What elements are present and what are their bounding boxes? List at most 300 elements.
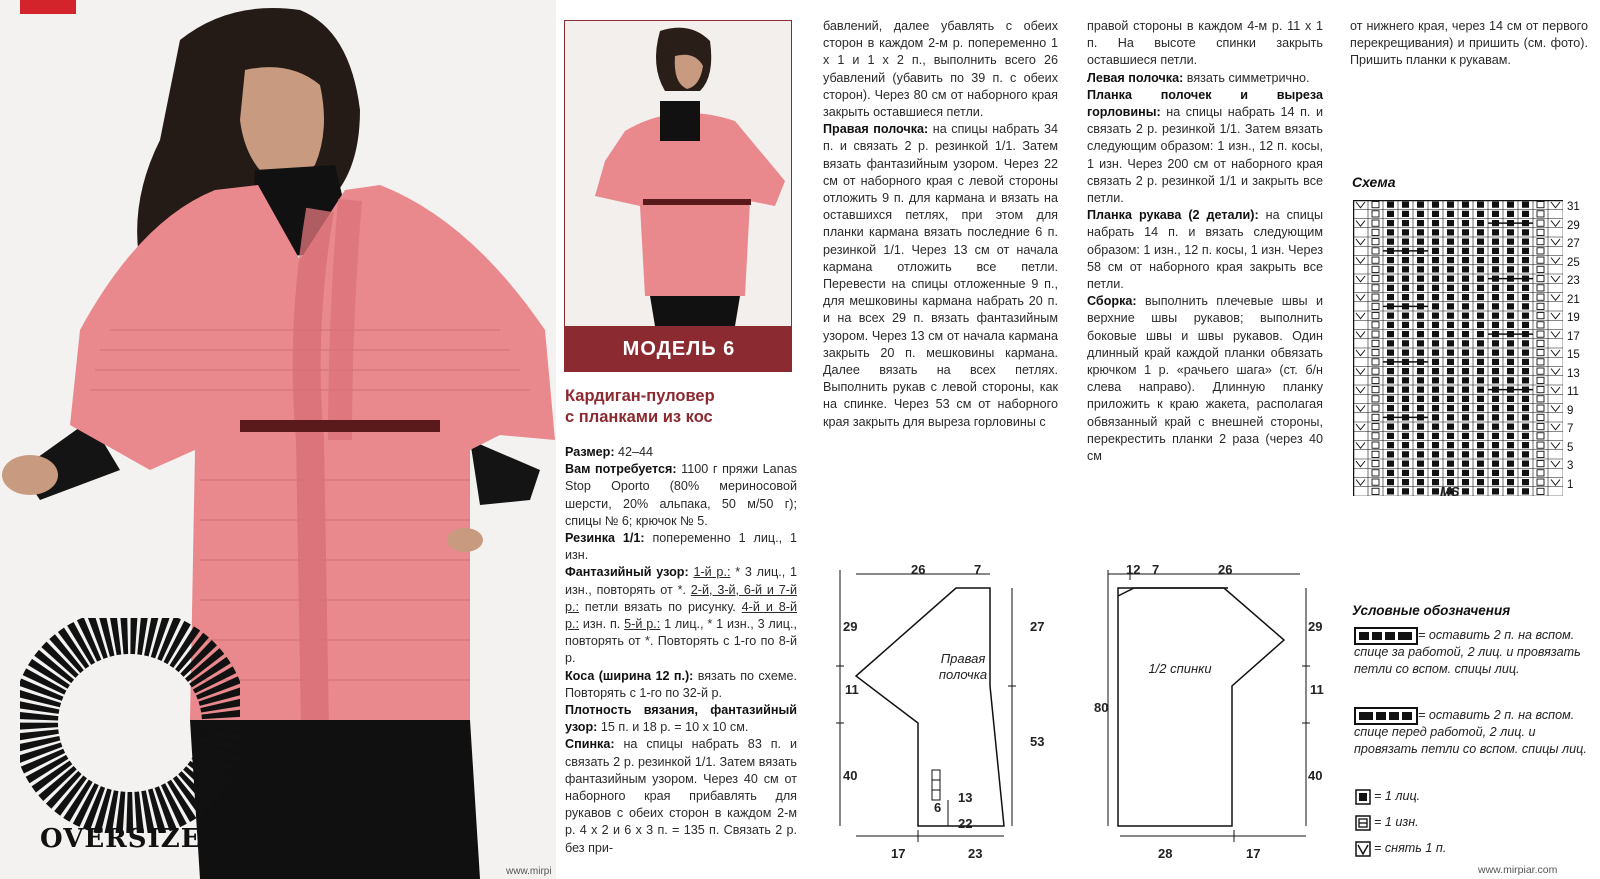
scheme-cell: [1462, 322, 1469, 328]
scheme-cell: [1447, 313, 1454, 319]
scheme-cell: [1417, 451, 1424, 457]
back-dim-bottom: 28: [1158, 846, 1173, 861]
back-shape-label: 1/2 спинки: [1148, 661, 1212, 676]
assembly-value: выполнить плечевые швы и верхние швы рукавов; выполнить боковые швы и швы рукавов. Один длинный край каждой планки обвязать крючком 1 р. «рачьего шага» (ст. б/н слева направо). Длинную планку приложить к краю жакета, располагая обвязанный край с внешней стороны, перекрестить планки 2 раза (через 40 см: [1087, 294, 1323, 464]
oversize-logo-ring: [20, 618, 240, 833]
scheme-row-number: 27: [1567, 238, 1580, 250]
legend-title: Условные обозначения: [1352, 603, 1511, 618]
need-value: 1100 г пряжи Lanas Stop Oporto (80% мериносовой шерсти, 20% альпака, 50 м/50 г); спицы № 6; крючок № 5.: [565, 462, 797, 528]
thumbnail-illustration: [565, 21, 792, 326]
text-column-2: [823, 18, 1058, 431]
back-label: Спинка:: [565, 737, 615, 752]
density-label: Плотность вязания, фантазийный узор:: [565, 703, 797, 735]
scheme-cell: [1507, 442, 1514, 448]
scheme-cell: [1477, 488, 1484, 494]
scheme-cell: [1432, 461, 1439, 467]
scheme-cell: [1447, 424, 1454, 430]
right-front-pattern: [836, 560, 1066, 870]
purl-stitch-icon: [1355, 815, 1371, 831]
scheme-cell: [1447, 350, 1454, 356]
right-front-label: Правая полочка:: [823, 122, 929, 137]
scheme-cell: [1477, 331, 1484, 337]
scheme-cell: [1417, 220, 1424, 226]
scheme-cell: [1447, 331, 1454, 337]
fancy-text-1: * 3 лиц., 1 изн., повторять от *.: [565, 565, 797, 597]
scheme-cell: [1522, 442, 1529, 448]
scheme-cell: [1477, 202, 1484, 208]
scheme-cell: [1492, 359, 1499, 365]
main-photo: [0, 0, 556, 879]
scheme-cell: [1507, 239, 1514, 245]
scheme-cell: [1447, 294, 1454, 300]
scheme-cell: [1402, 285, 1409, 291]
scheme-cell: [1507, 470, 1514, 476]
scheme-cell: [1447, 229, 1454, 235]
scheme-cell: [1402, 276, 1409, 282]
scheme-row-number: 5: [1567, 441, 1574, 454]
scheme-cell: [1477, 313, 1484, 319]
fancy-label: Фантазийный узор:: [565, 565, 689, 580]
scheme-cell: [1507, 368, 1514, 374]
text-column-4: [1350, 18, 1588, 70]
scheme-cell: [1402, 424, 1409, 430]
scheme-cell: [1477, 303, 1484, 309]
scheme-title: Схема: [1352, 174, 1396, 190]
scheme-cell: [1447, 340, 1454, 346]
scheme-cell: [1447, 387, 1454, 393]
rib-value: попеременно 1 лиц., 1 изн.: [565, 531, 797, 563]
scheme-cell: [1402, 479, 1409, 485]
scheme-cell: [1462, 239, 1469, 245]
scheme-cell: [1417, 285, 1424, 291]
scheme-row-number: 1: [1567, 478, 1574, 491]
back-dim-right-lower: 40: [1308, 768, 1323, 783]
scheme-cell: [1492, 479, 1499, 485]
scheme-cell: [1462, 350, 1469, 356]
scheme-cell: [1417, 461, 1424, 467]
scheme-cell: [1477, 276, 1484, 282]
scheme-cell: [1492, 322, 1499, 328]
watermark: www.mirpiar.com: [1478, 864, 1558, 876]
scheme-cell: [1492, 414, 1499, 420]
cable-value: вязать по схеме. Повторять с 1-го по 32-й р.: [565, 668, 797, 700]
scheme-cell: [1387, 257, 1394, 263]
scheme-cell: [1432, 331, 1439, 337]
scheme-cell: [1492, 451, 1499, 457]
scheme-cell: [1387, 470, 1394, 476]
scheme-cell: [1417, 294, 1424, 300]
scheme-cell: [1492, 377, 1499, 383]
scheme-cell: [1417, 387, 1424, 393]
front-pocket-width: 6: [934, 800, 942, 815]
fancy-text-2: петли вязать по рисунку.: [579, 599, 742, 614]
scheme-cell: [1477, 433, 1484, 439]
scheme-cell: [1387, 424, 1394, 430]
scheme-cell: [1507, 294, 1514, 300]
scheme-cell: [1492, 461, 1499, 467]
cable-label: Коса (ширина 12 п.):: [565, 668, 694, 683]
front-dim-left-upper: 29: [843, 619, 858, 634]
scheme-cell: [1477, 322, 1484, 328]
scheme-cell: [1462, 405, 1469, 411]
front-dim-left-mid: 11: [845, 682, 859, 697]
scheme-row-number: 21: [1567, 293, 1580, 306]
left-front-value: вязать симметрично.: [1183, 70, 1310, 85]
back-dim-top-right: 26: [1218, 562, 1233, 577]
scheme-cell: [1447, 359, 1454, 365]
scheme-cell: [1462, 488, 1469, 494]
scheme-cell: [1417, 368, 1424, 374]
scheme-cell: [1462, 313, 1469, 319]
scheme-cell: [1417, 405, 1424, 411]
scheme-cell: [1402, 322, 1409, 328]
scheme-cell: [1387, 340, 1394, 346]
back-dim-left-total: 80: [1094, 700, 1109, 715]
scheme-cell: [1522, 340, 1529, 346]
scheme-cell: [1507, 396, 1514, 402]
text-column-3: [1087, 18, 1323, 465]
scheme-cell: [1417, 470, 1424, 476]
scheme-cell: [1462, 377, 1469, 383]
scheme-cell: [1387, 239, 1394, 245]
scheme-cell: [1462, 461, 1469, 467]
fancy-text-3: изн. п.: [579, 617, 625, 632]
fancy-row-2: 2-й, 3-й, 6-й и 7-й р.:: [565, 582, 797, 614]
scheme-cell: [1402, 470, 1409, 476]
back-dim-top-mid: 7: [1152, 562, 1160, 577]
scheme-cell: [1507, 248, 1514, 254]
scheme-cell: [1507, 340, 1514, 346]
scheme-cell: [1507, 303, 1514, 309]
scheme-cell: [1462, 433, 1469, 439]
scheme-cell: [1432, 220, 1439, 226]
title-line-2: с планками из кос: [565, 408, 713, 426]
scheme-cell: [1492, 239, 1499, 245]
band-label: Планка полочек и выреза горловины:: [1087, 87, 1323, 120]
scheme-cell: [1447, 211, 1454, 217]
scheme-cell: [1522, 350, 1529, 356]
scheme-cell: [1462, 387, 1469, 393]
front-dim-bottom: 23: [968, 846, 983, 861]
scheme-row-number: 7: [1567, 423, 1574, 435]
fancy-text-4: 1 лиц., * 1 изн., 3 лиц., повторять от *. Повторять с 1-го по 8-й р.: [565, 617, 798, 666]
scheme-cell: [1402, 387, 1409, 393]
scheme-label: MS: [1440, 484, 1460, 499]
scheme-cell: [1387, 276, 1394, 282]
scheme-cell: [1522, 202, 1529, 208]
scheme-cell: [1402, 239, 1409, 245]
scheme-cell: [1492, 313, 1499, 319]
scheme-cell: [1462, 220, 1469, 226]
scheme-cell: [1507, 257, 1514, 263]
scheme-cell: [1432, 479, 1439, 485]
scheme-cell: [1447, 405, 1454, 411]
scheme-cell: [1387, 433, 1394, 439]
front-pocket-height: 13: [958, 790, 973, 805]
scheme-cell: [1462, 340, 1469, 346]
scheme-cell: [1432, 350, 1439, 356]
back-dim-right-upper: 29: [1308, 619, 1323, 634]
scheme-cell: [1432, 405, 1439, 411]
density-value: 15 п. и 18 р. = 10 х 10 см.: [597, 720, 749, 735]
legend-item-knit: = 1 лиц.: [1374, 789, 1421, 803]
scheme-cell: [1507, 461, 1514, 467]
scheme-cell: [1402, 368, 1409, 374]
front-dim-right-upper: 27: [1030, 619, 1045, 634]
scheme-cell: [1462, 294, 1469, 300]
scheme-cell: [1462, 470, 1469, 476]
oversize-label: OVERSIZE: [40, 824, 202, 854]
scheme-cell: [1477, 368, 1484, 374]
scheme-cell: [1432, 377, 1439, 383]
scheme-cell: [1402, 451, 1409, 457]
scheme-cell: [1507, 285, 1514, 291]
scheme-cell: [1402, 257, 1409, 263]
scheme-cell: [1522, 488, 1529, 494]
scheme-cell: [1462, 276, 1469, 282]
scheme-cell: [1447, 414, 1454, 420]
back-dim-top-left: 12: [1126, 562, 1141, 577]
scheme-cell: [1522, 461, 1529, 467]
scheme-cell: [1417, 350, 1424, 356]
scheme-cell: [1387, 368, 1394, 374]
scheme-cell: [1432, 322, 1439, 328]
right-front-continued: правой стороны в каждом 4-м р. 11 х 1 п. На высоте спинки закрыть оставшиеся петли.: [1087, 19, 1323, 68]
scheme-cell: [1477, 294, 1484, 300]
scheme-cell: [1492, 340, 1499, 346]
scheme-cell: [1477, 220, 1484, 226]
scheme-cell: [1387, 405, 1394, 411]
scheme-cell: [1417, 479, 1424, 485]
scheme-cell: [1402, 461, 1409, 467]
scheme-cell: [1477, 239, 1484, 245]
scheme-cell: [1462, 285, 1469, 291]
scheme-cell: [1462, 266, 1469, 272]
scheme-cell: [1522, 303, 1529, 309]
scheme-cell: [1402, 340, 1409, 346]
scheme-cell: [1432, 248, 1439, 254]
sleeve-band-value: на спицы набрать 14 п. и вязать следующим образом: 1 изн., 12 п. косы, 1 изн. Через 58 см от наборного края закрыть все петли.: [1087, 208, 1324, 292]
front-dim-right-lower: 53: [1030, 734, 1045, 749]
scheme-cell: [1507, 229, 1514, 235]
scheme-cell: [1402, 202, 1409, 208]
scheme-cell: [1477, 340, 1484, 346]
rib-label: Резинка 1/1:: [565, 531, 645, 546]
scheme-cell: [1447, 442, 1454, 448]
scheme-cell: [1447, 368, 1454, 374]
scheme-cell: [1492, 229, 1499, 235]
scheme-cell: [1432, 451, 1439, 457]
scheme-cell: [1447, 266, 1454, 272]
scheme-cell: [1492, 442, 1499, 448]
scheme-cell: [1477, 257, 1484, 263]
scheme-cell: [1447, 433, 1454, 439]
scheme-row-number: 31: [1567, 201, 1580, 213]
half-back-outline: [1118, 588, 1284, 826]
scheme-cell: [1432, 202, 1439, 208]
scheme-cell: [1417, 313, 1424, 319]
scheme-cell: [1417, 433, 1424, 439]
scheme-cell: [1432, 396, 1439, 402]
front-dim-top-left: 26: [911, 562, 926, 577]
fancy-row-4: 5-й р.:: [624, 617, 661, 632]
front-shape-label: Правая полочка: [938, 651, 988, 682]
scheme-cell: [1477, 359, 1484, 365]
legend-item-cable-front: = оставить 2 п. на вспом. спице перед работой, 2 лиц. и провязать петли со вспом. спицы лиц.: [1354, 708, 1587, 756]
scheme-cell: [1492, 470, 1499, 476]
scheme-cell: [1432, 303, 1439, 309]
scheme-cell: [1447, 248, 1454, 254]
scheme-cell: [1417, 276, 1424, 282]
scheme-cell: [1447, 303, 1454, 309]
scheme-cell: [1387, 294, 1394, 300]
scheme-cell: [1507, 433, 1514, 439]
scheme-cell: [1522, 424, 1529, 430]
scheme-cell: [1522, 451, 1529, 457]
title-line-1: Кардиган-пуловер: [565, 387, 715, 405]
scheme-cell: [1387, 442, 1394, 448]
scheme-cell: [1492, 266, 1499, 272]
sleeve-band-label: Планка рукава (2 детали):: [1087, 208, 1259, 223]
scheme-cell: [1417, 340, 1424, 346]
need-label: Вам потребуется:: [565, 462, 677, 477]
scheme-cell: [1417, 377, 1424, 383]
scheme-row-number: 17: [1567, 330, 1580, 343]
scheme-cell: [1387, 202, 1394, 208]
scheme-cell: [1477, 377, 1484, 383]
scheme-cell: [1522, 368, 1529, 374]
scheme-cell: [1432, 424, 1439, 430]
scheme-cell: [1477, 424, 1484, 430]
scheme-cell: [1522, 266, 1529, 272]
scheme-cell: [1447, 202, 1454, 208]
article-title: [565, 386, 805, 428]
scheme-cell: [1492, 350, 1499, 356]
scheme-cell: [1432, 229, 1439, 235]
fancy-row-1: 1-й р.:: [693, 565, 731, 580]
scheme-cell: [1462, 202, 1469, 208]
watermark-small: www.mirpi: [506, 866, 552, 877]
scheme-cell: [1447, 276, 1454, 282]
scheme-cell: [1492, 303, 1499, 309]
scheme-cell: [1447, 451, 1454, 457]
scheme-cell: [1522, 257, 1529, 263]
scheme-row-number: 13: [1567, 367, 1580, 380]
scheme-cell: [1462, 442, 1469, 448]
scheme-cell: [1522, 377, 1529, 383]
scheme-cell: [1477, 405, 1484, 411]
scheme-cell: [1432, 488, 1439, 494]
scheme-cell: [1432, 211, 1439, 217]
scheme-cell: [1492, 257, 1499, 263]
scheme-cell: [1492, 396, 1499, 402]
scheme-row-number: 19: [1567, 312, 1580, 324]
band-value: на спицы набрать 14 п. и связать 2 р. резинкой 1/1. Затем вязать следующим образом: 1 изн., 12 п. косы, 1 изн. Через 200 см от наборного края связать 2 р. резинкой 1/1 и закрыть все петли.: [1087, 105, 1323, 206]
scheme-cell: [1402, 433, 1409, 439]
fancy-row-3: 4-й и 8-й р.:: [565, 599, 798, 632]
scheme-cell: [1462, 451, 1469, 457]
scheme-cell: [1462, 229, 1469, 235]
scheme-cell: [1387, 350, 1394, 356]
scheme-cell: [1522, 470, 1529, 476]
scheme-cell: [1387, 229, 1394, 235]
scheme-cell: [1447, 285, 1454, 291]
scheme-cell: [1522, 405, 1529, 411]
back-dim-right-mid: 11: [1310, 682, 1324, 697]
text-column-1: [565, 444, 797, 857]
scheme-cell: [1477, 229, 1484, 235]
scheme-cell: [1477, 350, 1484, 356]
scheme-cell: [1432, 266, 1439, 272]
scheme-cell: [1462, 359, 1469, 365]
scheme-cell: [1387, 377, 1394, 383]
scheme-cell: [1402, 442, 1409, 448]
assembly-label: Сборка:: [1087, 294, 1137, 309]
scheme-cell: [1432, 359, 1439, 365]
scheme-cell: [1432, 294, 1439, 300]
scheme-cell: [1462, 257, 1469, 263]
scheme-cell: [1477, 479, 1484, 485]
scheme-cell: [1522, 322, 1529, 328]
scheme-cell: [1387, 488, 1394, 494]
scheme-cell: [1387, 479, 1394, 485]
scheme-cell: [1477, 470, 1484, 476]
scheme-cell: [1387, 266, 1394, 272]
front-dim-top-right: 7: [974, 562, 982, 577]
scheme-cell: [1462, 331, 1469, 337]
scheme-cell: [1432, 387, 1439, 393]
scheme-cell: [1402, 377, 1409, 383]
scheme-cell: [1522, 294, 1529, 300]
scheme-row-number: 23: [1567, 275, 1580, 287]
scheme-cell: [1477, 387, 1484, 393]
scheme-cell: [1402, 405, 1409, 411]
legend-item-cable-back: = оставить 2 п. на вспом. спице за работой, 2 лиц. и провязать петли со вспом. спицы лиц.: [1354, 628, 1581, 676]
scheme-cell: [1492, 433, 1499, 439]
scheme-cell: [1492, 368, 1499, 374]
half-back-pattern: [1100, 560, 1340, 870]
scheme-cell: [1507, 211, 1514, 217]
scheme-cell: [1522, 414, 1529, 420]
scheme-cell: [1522, 248, 1529, 254]
scheme-cell: [1507, 350, 1514, 356]
scheme-cell: [1522, 239, 1529, 245]
scheme-cell: [1522, 396, 1529, 402]
scheme-cell: [1462, 479, 1469, 485]
back-continued: бавлений, далее убавлять с обеих сторон в каждом 2-м р. попеременно 1 х 1 и 1 х 2 п., выполнить всего 26 убавлений (убавить по 39 п. с обеих сторон). Через 80 см от наборного края закрыть оставшиеся петли.: [823, 19, 1058, 120]
scheme-cell: [1507, 202, 1514, 208]
size-value: 42–44: [614, 445, 654, 459]
scheme-cell: [1507, 266, 1514, 272]
scheme-cell: [1402, 350, 1409, 356]
scheme-cell: [1462, 368, 1469, 374]
scheme-cell: [1447, 322, 1454, 328]
scheme-cell: [1417, 322, 1424, 328]
scheme-cell: [1522, 211, 1529, 217]
slip-stitch-icon: [1355, 841, 1371, 857]
scheme-cell: [1417, 442, 1424, 448]
scheme-cell: [1507, 322, 1514, 328]
scheme-cell: [1462, 211, 1469, 217]
scheme-cell: [1492, 424, 1499, 430]
scheme-cell: [1402, 229, 1409, 235]
front-dim-left-lower: 40: [843, 768, 858, 783]
scheme-cell: [1477, 285, 1484, 291]
scheme-cell: [1507, 377, 1514, 383]
scheme-cell: [1417, 488, 1424, 494]
scheme-cell: [1507, 424, 1514, 430]
scheme-cell: [1477, 396, 1484, 402]
